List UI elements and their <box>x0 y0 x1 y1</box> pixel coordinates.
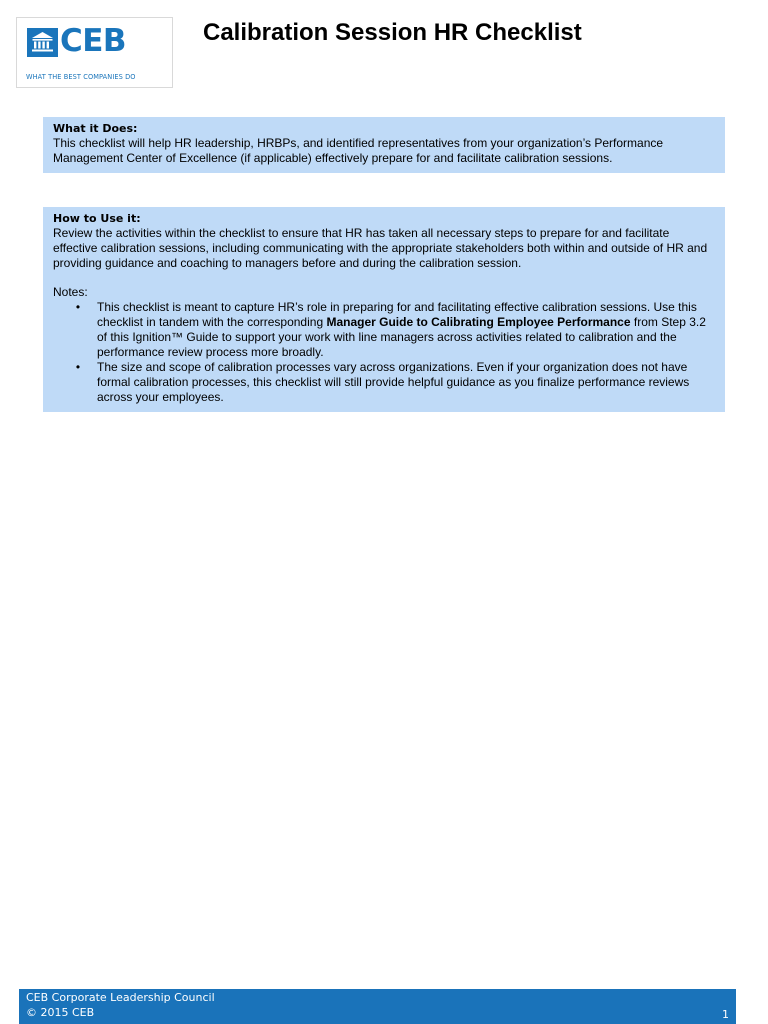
note-text-continued: from Step 3.2 of this Ignition™ Guide to support your work with line managers across activities related to calibration and the performance review process more broadly. <box>97 315 706 359</box>
ceb-logo <box>16 17 173 88</box>
what-it-does-heading: What it Does: <box>53 122 138 135</box>
logo-tagline: WHAT THE BEST COMPANIES DO <box>26 73 136 81</box>
what-it-does-body: This checklist will help HR leadership, HRBPs, and identified representatives from your organization’s Performance Management Center of Excellence (if applicable) effectively prepare for and facilitate calibration sessions. <box>53 136 664 165</box>
page-number: 1 <box>722 1008 729 1021</box>
manager-guide-reference: Manager Guide to Calibrating Employee Performance <box>326 315 631 329</box>
notes-list <box>53 300 715 405</box>
bullet-icon: • <box>75 360 81 374</box>
page-title: Calibration Session HR Checklist <box>203 19 582 46</box>
note-text: This checklist is meant to capture HR’s role in preparing for and facilitating effective calibration sessions. Use this checklist in tandem with the corresponding <box>97 300 697 329</box>
institution-building-icon <box>27 28 58 57</box>
note-text: The size and scope of calibration processes vary across organizations. Even if your organization does not have formal calibration processes, this checklist will still provide helpful guidance as you finalize performance reviews across your employees. <box>97 360 690 404</box>
how-to-use-heading: How to Use it: <box>53 212 141 225</box>
note-item <box>53 300 715 360</box>
what-it-does-panel <box>43 117 725 173</box>
footer-organization: CEB Corporate Leadership Council <box>26 991 215 1004</box>
page-footer <box>19 989 736 1024</box>
how-to-use-body: Review the activities within the checklist to ensure that HR has taken all necessary steps to prepare for and facilitate effective calibration sessions, including communicating with the appropriate stakeholders both within and outside of HR and providing guidance and coaching to managers before and during the calibration session. <box>53 226 708 270</box>
how-to-use-panel <box>43 207 725 412</box>
logo-wordmark: CEB <box>60 23 127 59</box>
note-item <box>53 360 715 405</box>
bullet-icon: • <box>75 300 81 314</box>
footer-copyright: © 2015 CEB <box>26 1006 95 1019</box>
notes-label: Notes: <box>53 285 88 299</box>
